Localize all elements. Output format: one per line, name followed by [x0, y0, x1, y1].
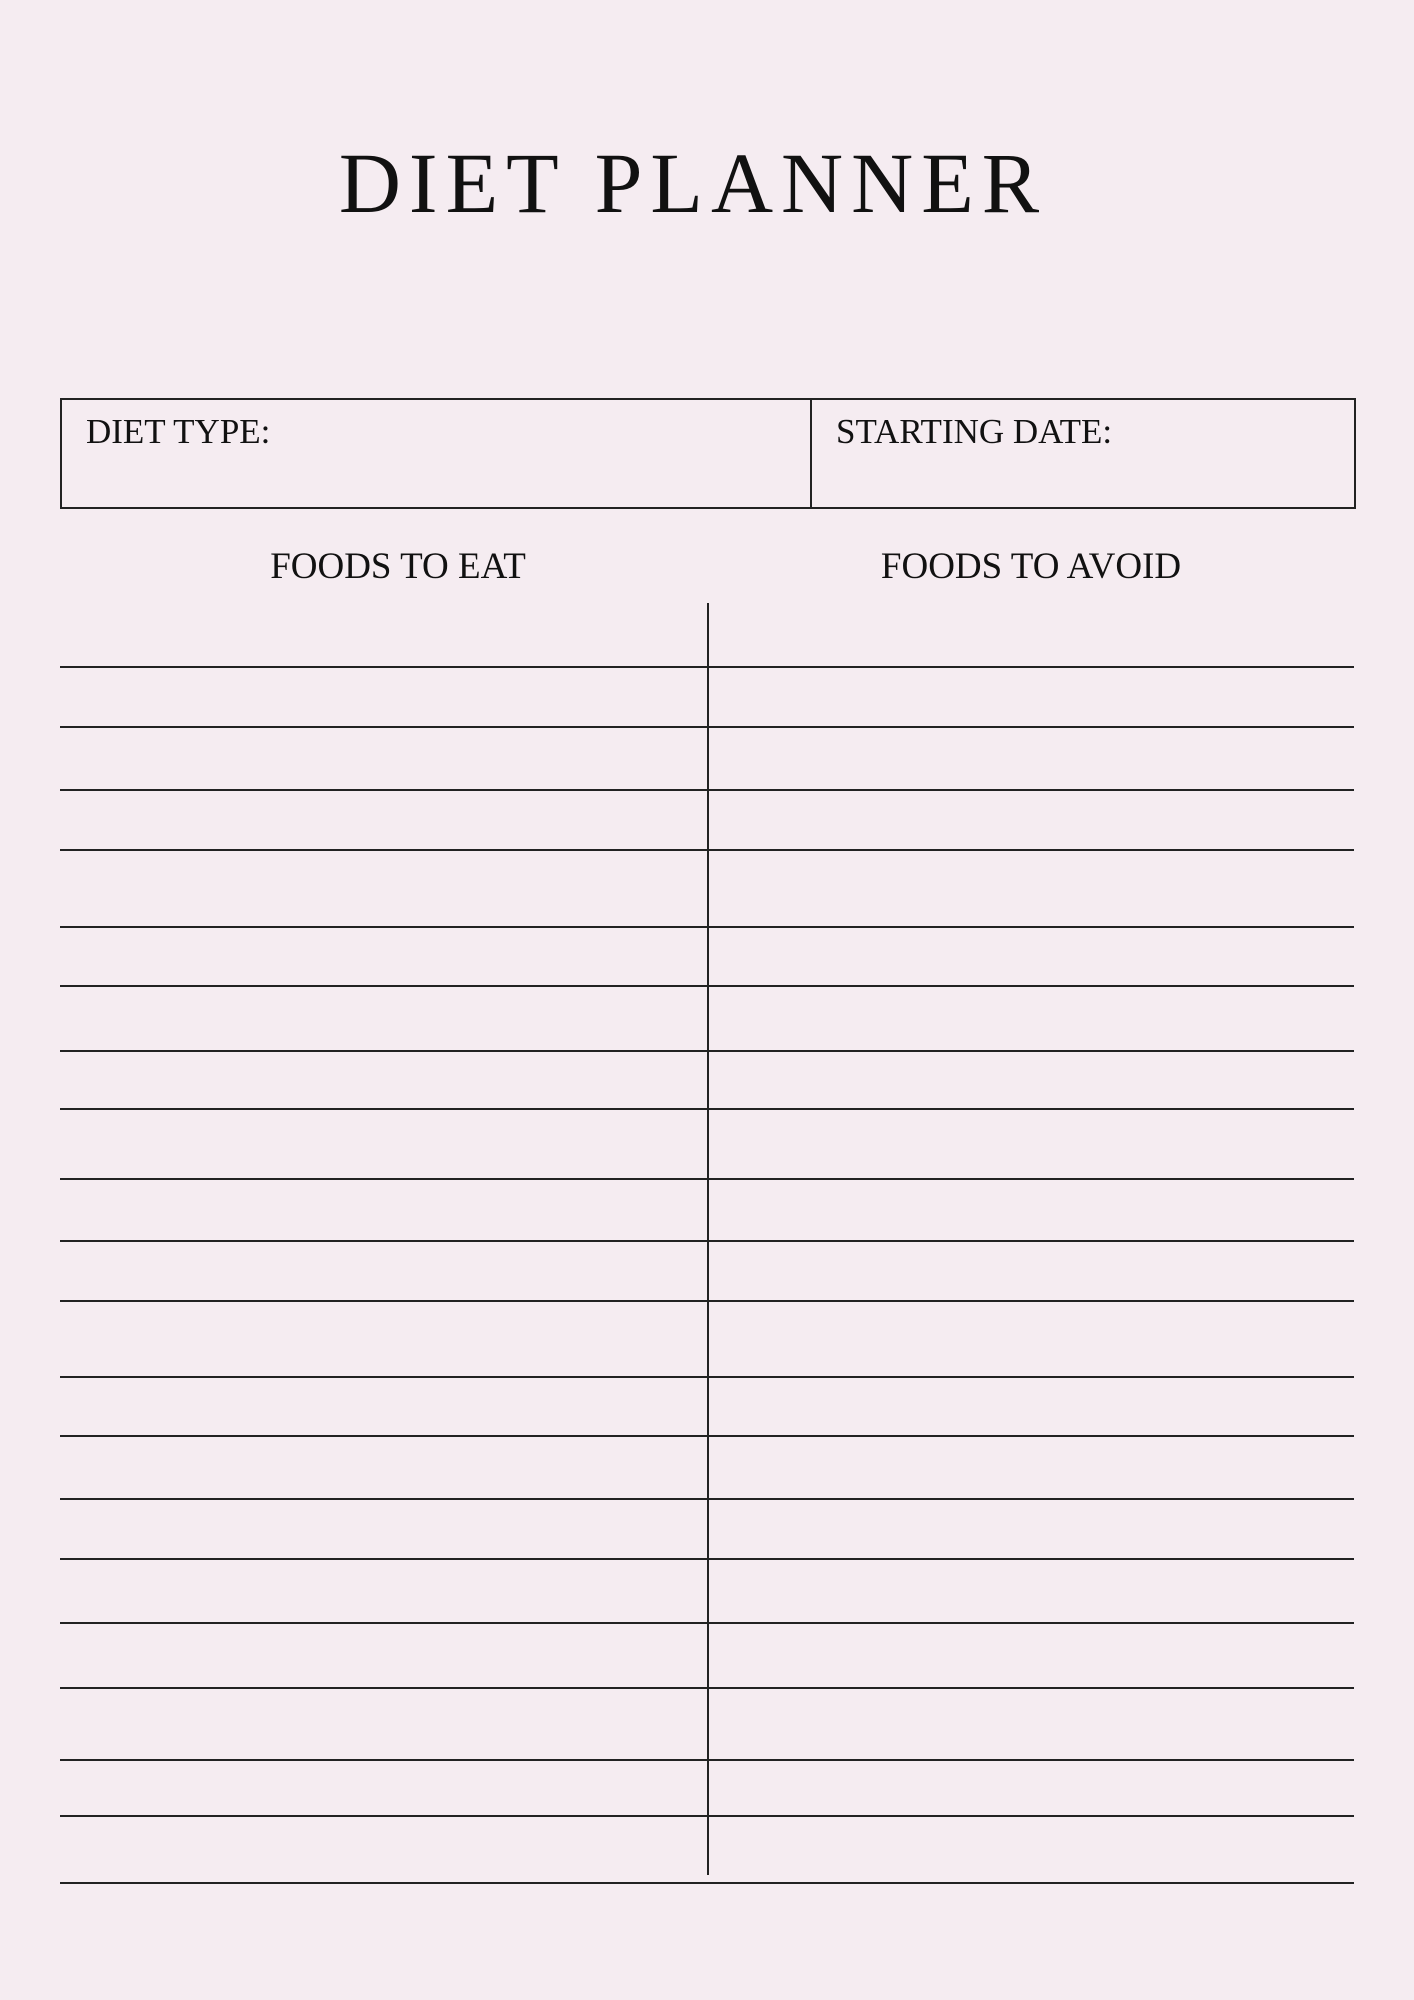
- foods-to-avoid-header: FOODS TO AVOID: [880, 546, 1182, 587]
- writing-line[interactable]: [60, 666, 1354, 668]
- starting-date-label: STARTING DATE:: [836, 412, 1113, 451]
- writing-line[interactable]: [60, 926, 1354, 928]
- diet-type-label: DIET TYPE:: [86, 412, 271, 451]
- writing-line[interactable]: [60, 1435, 1354, 1437]
- writing-line[interactable]: [60, 1622, 1354, 1624]
- writing-line[interactable]: [60, 985, 1354, 987]
- starting-date-field[interactable]: [832, 460, 1332, 500]
- writing-line[interactable]: [60, 1498, 1354, 1500]
- writing-line[interactable]: [60, 789, 1354, 791]
- info-divider: [810, 400, 812, 507]
- writing-line[interactable]: [60, 1240, 1354, 1242]
- page-title: DIET PLANNER: [338, 135, 1048, 231]
- writing-line[interactable]: [60, 1108, 1354, 1110]
- writing-line[interactable]: [60, 1687, 1354, 1689]
- writing-line[interactable]: [60, 1558, 1354, 1560]
- writing-line[interactable]: [60, 726, 1354, 728]
- foods-to-eat-header: FOODS TO EAT: [270, 546, 526, 587]
- writing-line[interactable]: [60, 1815, 1354, 1817]
- writing-line[interactable]: [60, 1178, 1354, 1180]
- info-box: [60, 398, 1356, 509]
- writing-line[interactable]: [60, 1300, 1354, 1302]
- writing-line[interactable]: [60, 1759, 1354, 1761]
- writing-line[interactable]: [60, 1882, 1354, 1884]
- writing-line[interactable]: [60, 1376, 1354, 1378]
- column-divider: [707, 603, 709, 1875]
- writing-line[interactable]: [60, 849, 1354, 851]
- diet-type-field[interactable]: [82, 460, 782, 500]
- writing-line[interactable]: [60, 1050, 1354, 1052]
